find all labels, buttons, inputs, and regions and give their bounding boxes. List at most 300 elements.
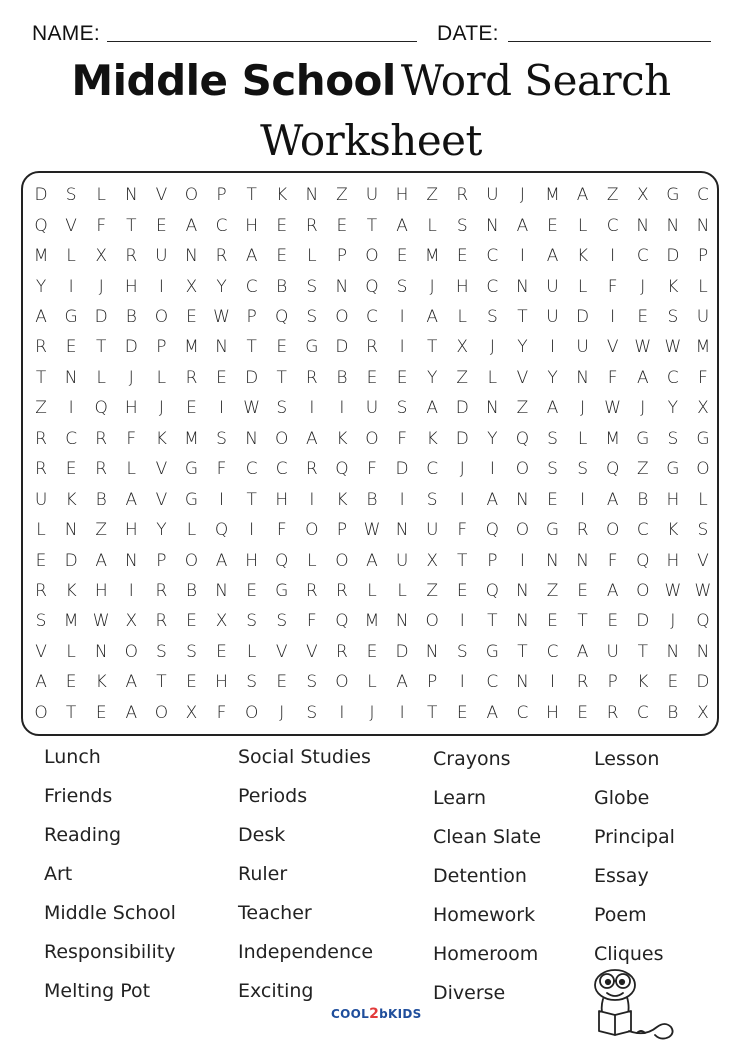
- grid-letter[interactable]: N: [245, 428, 258, 449]
- grid-letter[interactable]: R: [35, 580, 47, 601]
- grid-letter[interactable]: T: [96, 337, 107, 358]
- grid-letter[interactable]: L: [96, 185, 106, 206]
- grid-letter[interactable]: W: [664, 337, 682, 358]
- grid-letter[interactable]: E: [276, 215, 288, 236]
- grid-letter[interactable]: Y: [487, 428, 498, 449]
- grid-letter[interactable]: L: [246, 641, 257, 662]
- grid-letter[interactable]: U: [546, 306, 559, 327]
- grid-letter[interactable]: Q: [34, 215, 48, 236]
- grid-letter[interactable]: A: [396, 215, 408, 236]
- grid-letter[interactable]: A: [486, 702, 499, 723]
- grid-letter[interactable]: Z: [606, 185, 619, 206]
- grid-letter[interactable]: S: [306, 276, 318, 297]
- grid-letter[interactable]: J: [580, 398, 586, 419]
- grid-letter[interactable]: V: [516, 367, 529, 388]
- grid-letter[interactable]: W: [664, 580, 682, 601]
- grid-letter[interactable]: R: [366, 337, 378, 358]
- grid-letter[interactable]: E: [276, 337, 288, 358]
- grid-letter[interactable]: A: [606, 489, 619, 510]
- grid-letter[interactable]: A: [185, 215, 198, 236]
- grid-letter[interactable]: N: [516, 672, 529, 693]
- grid-letter[interactable]: A: [576, 185, 589, 206]
- grid-letter[interactable]: Y: [426, 367, 438, 388]
- grid-letter[interactable]: Q: [214, 520, 229, 541]
- grid-letter[interactable]: U: [425, 520, 439, 541]
- grid-letter[interactable]: Z: [516, 398, 529, 419]
- grid-letter[interactable]: N: [485, 398, 499, 419]
- grid-letter[interactable]: P: [156, 550, 167, 571]
- grid-letter[interactable]: O: [636, 580, 650, 601]
- grid-letter[interactable]: F: [397, 428, 407, 449]
- grid-letter[interactable]: X: [456, 337, 469, 358]
- grid-letter[interactable]: L: [156, 367, 167, 388]
- grid-letter[interactable]: F: [457, 520, 468, 541]
- grid-letter[interactable]: E: [577, 702, 588, 723]
- grid-letter[interactable]: E: [396, 367, 408, 388]
- grid-letter[interactable]: X: [215, 611, 228, 632]
- grid-letter[interactable]: C: [215, 215, 228, 236]
- grid-letter[interactable]: W: [213, 306, 230, 327]
- grid-letter[interactable]: D: [576, 306, 590, 327]
- grid-letter[interactable]: W: [243, 398, 261, 419]
- grid-letter[interactable]: E: [246, 580, 258, 601]
- grid-letter[interactable]: E: [396, 246, 408, 267]
- grid-letter[interactable]: S: [547, 428, 558, 449]
- grid-letter[interactable]: N: [696, 641, 710, 662]
- grid-letter[interactable]: H: [245, 550, 259, 571]
- grid-letter[interactable]: U: [606, 641, 619, 662]
- grid-letter[interactable]: O: [305, 520, 319, 541]
- grid-letter[interactable]: A: [486, 489, 499, 510]
- grid-letter[interactable]: R: [215, 246, 228, 267]
- grid-letter[interactable]: D: [335, 337, 349, 358]
- grid-letter[interactable]: Y: [517, 337, 528, 358]
- grid-letter[interactable]: H: [94, 580, 108, 601]
- grid-letter[interactable]: L: [427, 215, 437, 236]
- grid-letter[interactable]: E: [637, 306, 649, 327]
- grid-letter[interactable]: L: [126, 459, 137, 480]
- grid-letter[interactable]: N: [696, 215, 710, 236]
- grid-letter[interactable]: C: [546, 641, 559, 662]
- grid-letter[interactable]: G: [696, 428, 710, 449]
- grid-letter[interactable]: I: [519, 550, 525, 571]
- grid-letter[interactable]: N: [666, 215, 680, 236]
- grid-letter[interactable]: M: [33, 246, 49, 267]
- grid-letter[interactable]: I: [459, 611, 465, 632]
- grid-letter[interactable]: A: [245, 246, 258, 267]
- grid-letter[interactable]: M: [695, 337, 711, 358]
- grid-letter[interactable]: D: [34, 185, 48, 206]
- grid-letter[interactable]: E: [366, 367, 378, 388]
- grid-letter[interactable]: S: [306, 672, 318, 693]
- grid-letter[interactable]: B: [637, 489, 649, 510]
- grid-letter[interactable]: S: [697, 520, 709, 541]
- grid-letter[interactable]: A: [606, 580, 619, 601]
- grid-letter[interactable]: S: [65, 185, 77, 206]
- grid-letter[interactable]: L: [307, 550, 317, 571]
- grid-letter[interactable]: E: [607, 611, 619, 632]
- grid-letter[interactable]: L: [397, 580, 407, 601]
- grid-letter[interactable]: L: [307, 246, 317, 267]
- grid-letter[interactable]: M: [424, 246, 440, 267]
- grid-letter[interactable]: A: [95, 550, 108, 571]
- grid-letter[interactable]: T: [637, 641, 648, 662]
- grid-letter[interactable]: I: [610, 246, 616, 267]
- grid-letter[interactable]: Y: [547, 367, 558, 388]
- grid-letter[interactable]: I: [610, 306, 616, 327]
- grid-letter[interactable]: O: [365, 428, 379, 449]
- grid-letter[interactable]: C: [65, 428, 78, 449]
- grid-letter[interactable]: R: [305, 367, 318, 388]
- grid-letter[interactable]: X: [185, 702, 198, 723]
- grid-letter[interactable]: N: [305, 185, 319, 206]
- grid-letter[interactable]: C: [697, 185, 709, 206]
- grid-letter[interactable]: J: [158, 398, 164, 419]
- grid-letter[interactable]: R: [95, 428, 108, 449]
- grid-letter[interactable]: P: [607, 672, 618, 693]
- grid-letter[interactable]: I: [309, 489, 315, 510]
- grid-letter[interactable]: K: [336, 428, 348, 449]
- grid-letter[interactable]: O: [605, 520, 620, 541]
- grid-letter[interactable]: K: [65, 580, 77, 601]
- grid-letter[interactable]: S: [396, 398, 408, 419]
- grid-letter[interactable]: S: [216, 428, 227, 449]
- grid-letter[interactable]: I: [519, 246, 525, 267]
- grid-letter[interactable]: I: [399, 337, 405, 358]
- grid-letter[interactable]: T: [517, 306, 528, 327]
- grid-letter[interactable]: R: [336, 641, 348, 662]
- grid-letter[interactable]: I: [580, 489, 586, 510]
- grid-letter[interactable]: Q: [365, 276, 379, 297]
- grid-letter[interactable]: Z: [95, 520, 108, 541]
- grid-letter[interactable]: I: [399, 702, 405, 723]
- grid-letter[interactable]: Q: [94, 398, 108, 419]
- grid-letter[interactable]: H: [666, 489, 680, 510]
- grid-letter[interactable]: D: [124, 337, 138, 358]
- grid-letter[interactable]: Z: [426, 580, 438, 601]
- grid-letter[interactable]: H: [124, 520, 138, 541]
- grid-letter[interactable]: T: [577, 611, 588, 632]
- grid-letter[interactable]: D: [666, 246, 680, 267]
- grid-letter[interactable]: E: [456, 702, 468, 723]
- grid-letter[interactable]: Z: [336, 185, 348, 206]
- grid-letter[interactable]: N: [395, 611, 409, 632]
- grid-letter[interactable]: V: [275, 641, 288, 662]
- grid-letter[interactable]: S: [246, 611, 258, 632]
- grid-letter[interactable]: I: [550, 337, 556, 358]
- grid-letter[interactable]: Q: [696, 611, 710, 632]
- grid-letter[interactable]: F: [607, 276, 618, 297]
- grid-letter[interactable]: X: [185, 276, 198, 297]
- grid-letter[interactable]: W: [604, 398, 622, 419]
- grid-letter[interactable]: A: [35, 672, 47, 693]
- grid-letter[interactable]: R: [305, 580, 318, 601]
- grid-letter[interactable]: U: [576, 337, 589, 358]
- grid-letter[interactable]: Z: [546, 580, 559, 601]
- grid-letter[interactable]: E: [186, 672, 197, 693]
- grid-letter[interactable]: X: [697, 702, 709, 723]
- grid-letter[interactable]: E: [186, 611, 197, 632]
- grid-letter[interactable]: J: [429, 276, 435, 297]
- grid-letter[interactable]: H: [395, 185, 409, 206]
- grid-letter[interactable]: C: [426, 459, 439, 480]
- grid-letter[interactable]: S: [35, 611, 47, 632]
- grid-letter[interactable]: U: [34, 489, 48, 510]
- grid-letter[interactable]: R: [155, 611, 168, 632]
- grid-letter[interactable]: O: [154, 306, 169, 327]
- grid-letter[interactable]: S: [547, 459, 558, 480]
- grid-letter[interactable]: V: [65, 215, 77, 236]
- grid-letter[interactable]: H: [245, 215, 259, 236]
- grid-letter[interactable]: F: [306, 611, 317, 632]
- grid-letter[interactable]: E: [156, 215, 167, 236]
- grid-letter[interactable]: X: [636, 185, 649, 206]
- grid-letter[interactable]: A: [125, 489, 138, 510]
- grid-letter[interactable]: A: [546, 398, 559, 419]
- grid-letter[interactable]: E: [577, 580, 588, 601]
- grid-letter[interactable]: Q: [485, 580, 500, 601]
- grid-letter[interactable]: U: [486, 185, 499, 206]
- grid-letter[interactable]: V: [697, 550, 709, 571]
- grid-letter[interactable]: N: [636, 215, 650, 236]
- grid-letter[interactable]: M: [364, 611, 380, 632]
- grid-letter[interactable]: G: [666, 459, 680, 480]
- grid-letter[interactable]: B: [366, 489, 378, 510]
- grid-letter[interactable]: I: [158, 276, 164, 297]
- grid-letter[interactable]: P: [427, 672, 438, 693]
- grid-letter[interactable]: M: [605, 428, 621, 449]
- grid-letter[interactable]: G: [184, 489, 199, 510]
- grid-letter[interactable]: G: [666, 185, 680, 206]
- grid-letter[interactable]: W: [694, 580, 712, 601]
- grid-letter[interactable]: Z: [636, 459, 649, 480]
- grid-letter[interactable]: Q: [335, 611, 349, 632]
- grid-letter[interactable]: F: [216, 459, 227, 480]
- grid-letter[interactable]: G: [636, 428, 650, 449]
- grid-letter[interactable]: S: [456, 641, 468, 662]
- grid-letter[interactable]: K: [667, 520, 679, 541]
- grid-letter[interactable]: K: [95, 672, 107, 693]
- grid-letter[interactable]: F: [607, 550, 618, 571]
- grid-letter[interactable]: C: [366, 306, 378, 327]
- grid-letter[interactable]: I: [219, 489, 225, 510]
- grid-letter[interactable]: K: [667, 276, 679, 297]
- grid-letter[interactable]: S: [486, 306, 498, 327]
- grid-letter[interactable]: O: [184, 185, 199, 206]
- grid-letter[interactable]: M: [63, 611, 79, 632]
- grid-letter[interactable]: E: [65, 672, 77, 693]
- grid-letter[interactable]: Y: [35, 276, 47, 297]
- grid-letter[interactable]: N: [576, 367, 589, 388]
- grid-letter[interactable]: Z: [426, 185, 438, 206]
- grid-letter[interactable]: X: [125, 611, 138, 632]
- grid-letter[interactable]: O: [696, 459, 710, 480]
- grid-letter[interactable]: D: [455, 398, 469, 419]
- date-line[interactable]: [508, 41, 711, 42]
- grid-letter[interactable]: S: [456, 215, 468, 236]
- grid-letter[interactable]: L: [698, 489, 708, 510]
- grid-letter[interactable]: U: [395, 550, 409, 571]
- grid-letter[interactable]: A: [636, 367, 649, 388]
- grid-letter[interactable]: K: [577, 246, 589, 267]
- grid-letter[interactable]: T: [276, 367, 287, 388]
- grid-letter[interactable]: X: [95, 246, 108, 267]
- grid-letter[interactable]: O: [275, 428, 289, 449]
- grid-letter[interactable]: S: [276, 398, 288, 419]
- grid-letter[interactable]: K: [426, 428, 438, 449]
- grid-letter[interactable]: D: [395, 459, 409, 480]
- grid-letter[interactable]: C: [486, 246, 499, 267]
- grid-letter[interactable]: S: [577, 459, 588, 480]
- grid-letter[interactable]: N: [64, 520, 78, 541]
- grid-letter[interactable]: G: [275, 580, 289, 601]
- grid-letter[interactable]: P: [336, 520, 348, 541]
- grid-letter[interactable]: I: [68, 398, 74, 419]
- grid-letter[interactable]: S: [186, 641, 197, 662]
- grid-letter[interactable]: N: [215, 580, 228, 601]
- grid-letter[interactable]: G: [64, 306, 78, 327]
- grid-letter[interactable]: S: [246, 672, 258, 693]
- grid-letter[interactable]: T: [457, 550, 468, 571]
- grid-letter[interactable]: C: [636, 520, 649, 541]
- grid-letter[interactable]: B: [276, 276, 288, 297]
- grid-letter[interactable]: T: [246, 185, 257, 206]
- grid-letter[interactable]: I: [219, 398, 225, 419]
- grid-letter[interactable]: P: [246, 306, 257, 327]
- grid-letter[interactable]: Q: [515, 428, 530, 449]
- grid-letter[interactable]: E: [547, 611, 558, 632]
- grid-letter[interactable]: N: [215, 337, 228, 358]
- grid-letter[interactable]: O: [515, 459, 530, 480]
- grid-letter[interactable]: Y: [667, 398, 679, 419]
- grid-letter[interactable]: A: [366, 550, 378, 571]
- grid-letter[interactable]: N: [64, 367, 78, 388]
- grid-letter[interactable]: B: [667, 702, 679, 723]
- grid-letter[interactable]: G: [184, 459, 199, 480]
- grid-letter[interactable]: R: [35, 459, 47, 480]
- grid-letter[interactable]: S: [155, 641, 167, 662]
- grid-letter[interactable]: L: [367, 672, 377, 693]
- grid-letter[interactable]: J: [640, 398, 646, 419]
- grid-letter[interactable]: Q: [636, 550, 650, 571]
- grid-letter[interactable]: T: [65, 702, 77, 723]
- grid-letter[interactable]: K: [276, 185, 288, 206]
- grid-letter[interactable]: O: [184, 550, 199, 571]
- grid-letter[interactable]: U: [546, 276, 559, 297]
- grid-letter[interactable]: E: [667, 672, 679, 693]
- grid-letter[interactable]: V: [35, 641, 47, 662]
- grid-letter[interactable]: Q: [275, 550, 289, 571]
- grid-letter[interactable]: Q: [485, 520, 500, 541]
- grid-letter[interactable]: D: [245, 367, 259, 388]
- grid-letter[interactable]: I: [399, 489, 405, 510]
- grid-letter[interactable]: C: [275, 459, 288, 480]
- grid-letter[interactable]: F: [698, 367, 708, 388]
- grid-letter[interactable]: M: [184, 428, 199, 449]
- name-line[interactable]: [107, 41, 417, 42]
- grid-letter[interactable]: M: [184, 337, 199, 358]
- grid-letter[interactable]: T: [366, 215, 378, 236]
- grid-letter[interactable]: R: [576, 520, 589, 541]
- grid-letter[interactable]: A: [426, 398, 438, 419]
- grid-letter[interactable]: J: [519, 185, 525, 206]
- grid-letter[interactable]: A: [306, 428, 318, 449]
- grid-letter[interactable]: V: [306, 641, 318, 662]
- grid-letter[interactable]: L: [66, 246, 76, 267]
- grid-letter[interactable]: S: [306, 306, 318, 327]
- grid-letter[interactable]: G: [485, 641, 499, 662]
- grid-letter[interactable]: U: [365, 185, 379, 206]
- grid-letter[interactable]: O: [34, 702, 48, 723]
- grid-letter[interactable]: Z: [456, 367, 469, 388]
- grid-letter[interactable]: Y: [216, 276, 227, 297]
- grid-letter[interactable]: N: [485, 215, 499, 236]
- grid-letter[interactable]: O: [425, 611, 439, 632]
- grid-letter[interactable]: D: [696, 672, 710, 693]
- grid-letter[interactable]: D: [395, 641, 409, 662]
- grid-letter[interactable]: D: [455, 428, 469, 449]
- grid-letter[interactable]: E: [216, 367, 227, 388]
- grid-letter[interactable]: E: [35, 550, 47, 571]
- grid-letter[interactable]: T: [156, 672, 167, 693]
- grid-letter[interactable]: B: [125, 306, 137, 327]
- grid-letter[interactable]: E: [547, 215, 558, 236]
- grid-letter[interactable]: C: [486, 276, 499, 297]
- grid-letter[interactable]: T: [35, 367, 47, 388]
- grid-letter[interactable]: D: [94, 306, 108, 327]
- grid-letter[interactable]: F: [96, 215, 107, 236]
- grid-letter[interactable]: Q: [605, 459, 620, 480]
- grid-letter[interactable]: B: [336, 367, 348, 388]
- grid-letter[interactable]: H: [546, 702, 559, 723]
- grid-letter[interactable]: O: [515, 520, 530, 541]
- grid-letter[interactable]: A: [35, 306, 47, 327]
- grid-letter[interactable]: H: [455, 276, 469, 297]
- grid-letter[interactable]: P: [697, 246, 709, 267]
- grid-letter[interactable]: T: [426, 702, 438, 723]
- grid-letter[interactable]: U: [155, 246, 168, 267]
- grid-letter[interactable]: N: [516, 489, 529, 510]
- grid-letter[interactable]: T: [517, 641, 528, 662]
- grid-letter[interactable]: Q: [275, 306, 289, 327]
- grid-letter[interactable]: N: [395, 520, 409, 541]
- grid-letter[interactable]: E: [547, 489, 558, 510]
- grid-letter[interactable]: P: [487, 550, 498, 571]
- grid-letter[interactable]: I: [459, 489, 465, 510]
- grid-letter[interactable]: J: [459, 459, 465, 480]
- grid-letter[interactable]: N: [94, 641, 108, 662]
- grid-letter[interactable]: M: [545, 185, 560, 206]
- grid-letter[interactable]: R: [125, 246, 138, 267]
- grid-letter[interactable]: C: [666, 367, 679, 388]
- grid-letter[interactable]: I: [459, 672, 465, 693]
- grid-letter[interactable]: O: [365, 246, 379, 267]
- grid-letter[interactable]: S: [667, 428, 679, 449]
- grid-letter[interactable]: R: [305, 215, 318, 236]
- grid-letter[interactable]: C: [486, 672, 499, 693]
- grid-letter[interactable]: K: [336, 489, 348, 510]
- grid-letter[interactable]: E: [65, 459, 77, 480]
- grid-letter[interactable]: O: [335, 550, 349, 571]
- grid-letter[interactable]: N: [546, 550, 559, 571]
- grid-letter[interactable]: I: [550, 672, 556, 693]
- grid-letter[interactable]: W: [634, 337, 652, 358]
- grid-letter[interactable]: E: [456, 580, 468, 601]
- grid-letter[interactable]: T: [426, 337, 438, 358]
- grid-letter[interactable]: O: [335, 672, 349, 693]
- grid-letter[interactable]: E: [186, 306, 197, 327]
- grid-letter[interactable]: A: [576, 641, 589, 662]
